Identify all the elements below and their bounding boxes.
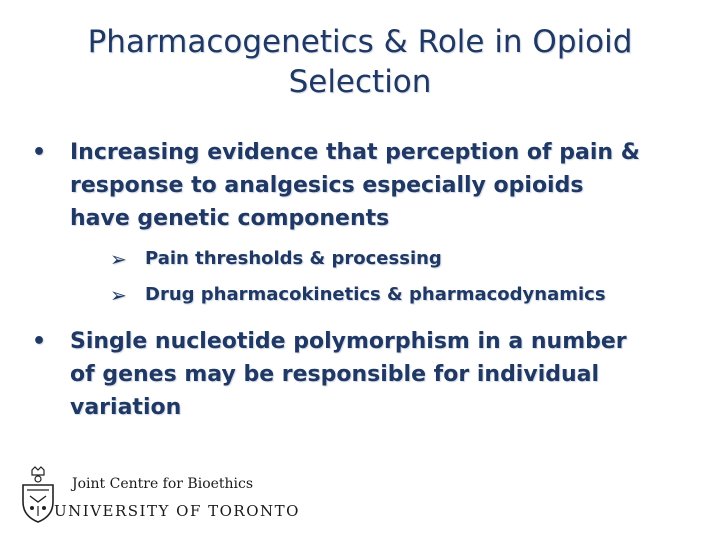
- university-crest-icon: [18, 466, 58, 524]
- bullet-item-1: [30, 136, 690, 313]
- bullet-2-line-1: Single nucleotide polymorphism in a number: [70, 329, 627, 354]
- sub-bullet-item-2: [70, 277, 690, 313]
- bullet-list: [30, 136, 690, 424]
- bullet-1-line-3: have genetic components: [70, 206, 390, 231]
- bullet-1-line-2: response to analgesics especially opioids: [70, 173, 584, 198]
- bullet-item-2: [30, 325, 690, 424]
- title-line-1: Pharmacogenetics & Role in Opioid: [87, 24, 633, 60]
- sub-bullet-list: [70, 241, 690, 313]
- bullet-dot-icon: •: [32, 140, 47, 165]
- title-line-2: Selection: [288, 64, 432, 100]
- university-logo: [14, 464, 314, 528]
- sub-bullet-item-1: [70, 241, 690, 277]
- logo-university-name: UNIVERSITY OF TORONTO: [54, 502, 300, 520]
- sub-bullet-1-text: Pain thresholds & processing: [145, 248, 442, 269]
- arrow-bullet-icon: ➢: [110, 283, 127, 307]
- bullet-2-line-3: variation: [70, 395, 182, 420]
- arrow-bullet-icon: ➢: [110, 247, 127, 271]
- bullet-dot-icon: •: [32, 329, 47, 354]
- logo-subtitle: Joint Centre for Bioethics: [72, 476, 254, 492]
- sub-bullet-2-text: Drug pharmacokinetics & pharmacodynamics: [145, 284, 606, 305]
- slide-title: [20, 22, 700, 102]
- bullet-2-line-2: of genes may be responsible for individual: [70, 362, 600, 387]
- bullet-1-line-1: Increasing evidence that perception of pain &: [70, 140, 640, 165]
